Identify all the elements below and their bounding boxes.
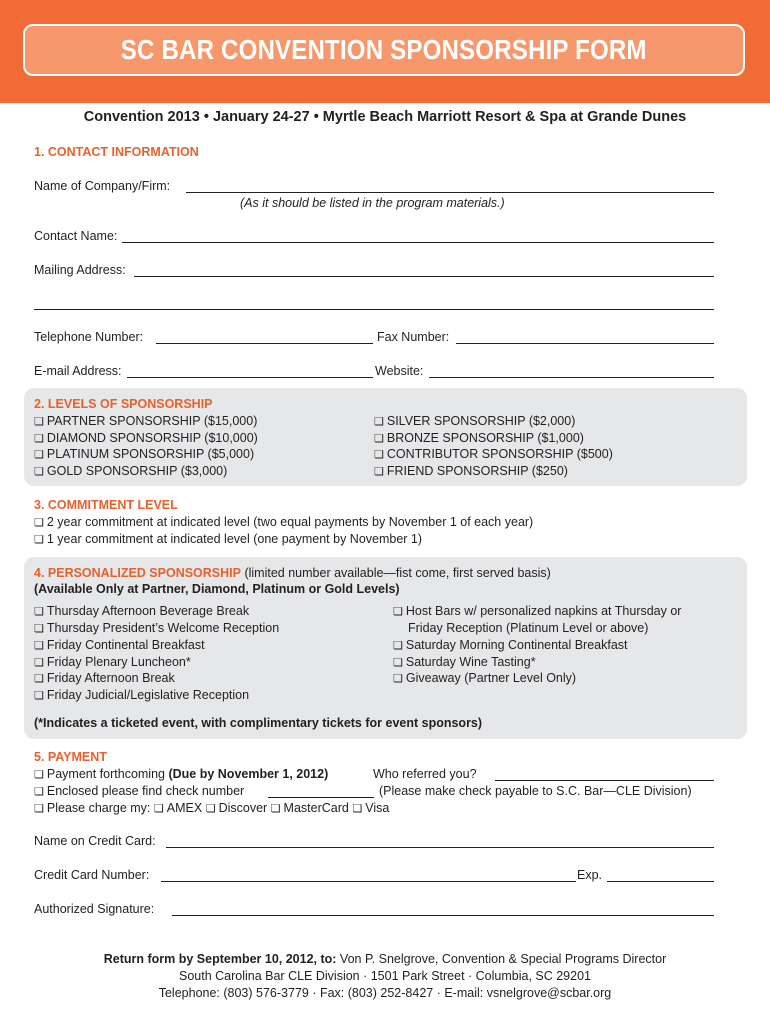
checkbox-icon[interactable]: ❏ (270, 803, 281, 815)
checkbox-icon[interactable]: ❏ (374, 466, 384, 478)
email-label: E-mail Address: (34, 364, 122, 378)
availability-note: (Available Only at Partner, Diamond, Platinum or Gold Levels) (34, 582, 400, 596)
company-note: (As it should be listed in the program materials.) (240, 196, 505, 210)
website-label: Website: (375, 364, 424, 378)
personalized-option[interactable]: ❏ Friday Continental Breakfast (34, 638, 205, 652)
checkbox-icon[interactable]: ❏ (34, 803, 44, 815)
fax-field[interactable] (456, 343, 714, 344)
level-option[interactable]: ❏ BRONZE SPONSORSHIP ($1,000) (374, 431, 584, 445)
card-name-label: Name on Credit Card: (34, 834, 156, 848)
signature-label: Authorized Signature: (34, 902, 155, 916)
personalized-option[interactable]: ❏ Saturday Morning Continental Breakfast (393, 638, 628, 652)
fax-label: Fax Number: (377, 330, 450, 344)
card-name-field[interactable] (166, 847, 714, 848)
level-option[interactable]: ❏ PLATINUM SPONSORSHIP ($5,000) (34, 447, 255, 461)
checkbox-icon[interactable]: ❏ (393, 673, 403, 685)
convention-subtitle: Convention 2013 • January 24-27 • Myrtle Beach Marriott Resort & Spa at Grande Dunes (83, 109, 687, 125)
level-option[interactable]: ❏ CONTRIBUTOR SPONSORSHIP ($500) (374, 447, 613, 461)
checkbox-icon[interactable]: ❏ (34, 449, 44, 461)
personalized-option[interactable]: ❏ Thursday President’s Welcome Reception (34, 621, 280, 635)
return-address: South Carolina Bar CLE Division · 1501 Park Street · Columbia, SC 29201 (178, 969, 591, 983)
level-option[interactable]: ❏ DIAMOND SPONSORSHIP ($10,000) (34, 431, 258, 445)
personalized-option[interactable]: ❏ Thursday Afternoon Beverage Break (34, 604, 250, 618)
checkbox-icon[interactable]: ❏ (34, 690, 44, 702)
level-option[interactable]: ❏ GOLD SPONSORSHIP ($3,000) (34, 464, 228, 478)
form-title: SC BAR CONVENTION SPONSORSHIP FORM (121, 34, 647, 65)
checkbox-icon[interactable]: ❏ (393, 640, 403, 652)
mailing-address-label: Mailing Address: (34, 263, 126, 277)
personalized-option[interactable]: ❏ Host Bars w/ personalized napkins at Thursday or (393, 604, 682, 618)
checkbox-icon[interactable]: ❏ (34, 416, 44, 428)
title-box (23, 24, 745, 76)
card-discover: Discover (218, 801, 268, 815)
company-field[interactable] (186, 192, 714, 193)
exp-field[interactable] (607, 881, 714, 882)
personalized-option[interactable]: ❏ Saturday Wine Tasting* (393, 655, 536, 669)
level-option[interactable]: ❏ SILVER SPONSORSHIP ($2,000) (374, 414, 576, 428)
return-contact: Telephone: (803) 576-3779 · Fax: (803) 252-8427 · E-mail: vsnelgrove@scbar.org (158, 986, 612, 1000)
checkbox-icon[interactable]: ❏ (34, 606, 44, 618)
card-visa: Visa (365, 801, 390, 815)
card-amex: AMEX (166, 801, 203, 815)
checkbox-icon[interactable]: ❏ (34, 673, 44, 685)
company-label: Name of Company/Firm: (34, 179, 171, 193)
personalized-option-continued: Friday Reception (Platinum Level or above) (408, 621, 649, 635)
checkbox-icon[interactable]: ❏ (34, 517, 44, 529)
checkbox-icon[interactable]: ❏ (34, 769, 44, 781)
charge-option[interactable]: ❏ Please charge my: ❏ AMEX ❏ Discover ❏ MasterCard ❏ Visa (34, 801, 390, 815)
section-contact-heading: 1. CONTACT INFORMATION (34, 145, 199, 159)
mailing-address-field[interactable] (134, 276, 714, 277)
checkbox-icon[interactable]: ❏ (393, 606, 403, 618)
check-payable-note: (Please make check payable to S.C. Bar—CLE Division) (379, 784, 692, 798)
checkbox-icon[interactable]: ❏ (393, 657, 403, 669)
exp-label: Exp. (577, 868, 603, 882)
commitment-option[interactable]: ❏ 2 year commitment at indicated level (two equal payments by November 1 of each year) (34, 515, 534, 529)
level-option[interactable]: ❏ FRIEND SPONSORSHIP ($250) (374, 464, 568, 478)
telephone-label: Telephone Number: (34, 330, 144, 344)
card-mastercard: MasterCard (283, 801, 349, 815)
checkbox-icon[interactable]: ❏ (34, 657, 44, 669)
section-commitment-heading: 3. COMMITMENT LEVEL (34, 498, 178, 512)
section-payment-heading: 5. PAYMENT (34, 750, 107, 764)
card-number-label: Credit Card Number: (34, 868, 150, 882)
enclosed-check-option[interactable]: ❏ Enclosed please find check number (34, 784, 245, 798)
personalized-option[interactable]: ❏ Friday Plenary Luncheon* (34, 655, 191, 669)
referred-field[interactable] (495, 780, 714, 781)
checkbox-icon[interactable]: ❏ (34, 466, 44, 478)
signature-field[interactable] (172, 915, 714, 916)
return-instructions: Return form by September 10, 2012, to: Von P. Snelgrove, Convention & Special Programs Director (103, 952, 667, 966)
checkbox-icon[interactable]: ❏ (34, 623, 44, 635)
checkbox-icon[interactable]: ❏ (352, 803, 363, 815)
checkbox-icon[interactable]: ❏ (34, 433, 44, 445)
payment-forthcoming-option[interactable]: ❏ Payment forthcoming (Due by November 1, 2012) (34, 767, 329, 781)
header-banner (0, 0, 770, 103)
personalized-option[interactable]: ❏ Giveaway (Partner Level Only) (393, 671, 577, 685)
check-number-field[interactable] (268, 797, 374, 798)
website-field[interactable] (429, 377, 714, 378)
referred-label: Who referred you? (373, 767, 477, 781)
contact-name-field[interactable] (122, 242, 714, 243)
level-option[interactable]: ❏ PARTNER SPONSORSHIP ($15,000) (34, 414, 258, 428)
checkbox-icon[interactable]: ❏ (205, 803, 216, 815)
checkbox-icon[interactable]: ❏ (374, 416, 384, 428)
personalized-option[interactable]: ❏ Friday Judicial/Legislative Reception (34, 688, 250, 702)
telephone-field[interactable] (156, 343, 373, 344)
checkbox-icon[interactable]: ❏ (153, 803, 164, 815)
checkbox-icon[interactable]: ❏ (374, 433, 384, 445)
ticketed-footnote: (*Indicates a ticketed event, with complimentary tickets for event sponsors) (34, 716, 483, 730)
checkbox-icon[interactable]: ❏ (34, 786, 44, 798)
section-levels-heading: 2. LEVELS OF SPONSORSHIP (34, 397, 213, 411)
commitment-option[interactable]: ❏ 1 year commitment at indicated level (one payment by November 1) (34, 532, 423, 546)
section-personalized-heading: 4. PERSONALIZED SPONSORSHIP (limited number available—fist come, first served basis) (34, 566, 551, 580)
card-number-field[interactable] (161, 881, 576, 882)
checkbox-icon[interactable]: ❏ (34, 640, 44, 652)
email-field[interactable] (127, 377, 373, 378)
personalized-option[interactable]: ❏ Friday Afternoon Break (34, 671, 175, 685)
contact-name-label: Contact Name: (34, 229, 118, 243)
checkbox-icon[interactable]: ❏ (374, 449, 384, 461)
checkbox-icon[interactable]: ❏ (34, 534, 44, 546)
mailing-address-field-2[interactable] (34, 309, 714, 310)
